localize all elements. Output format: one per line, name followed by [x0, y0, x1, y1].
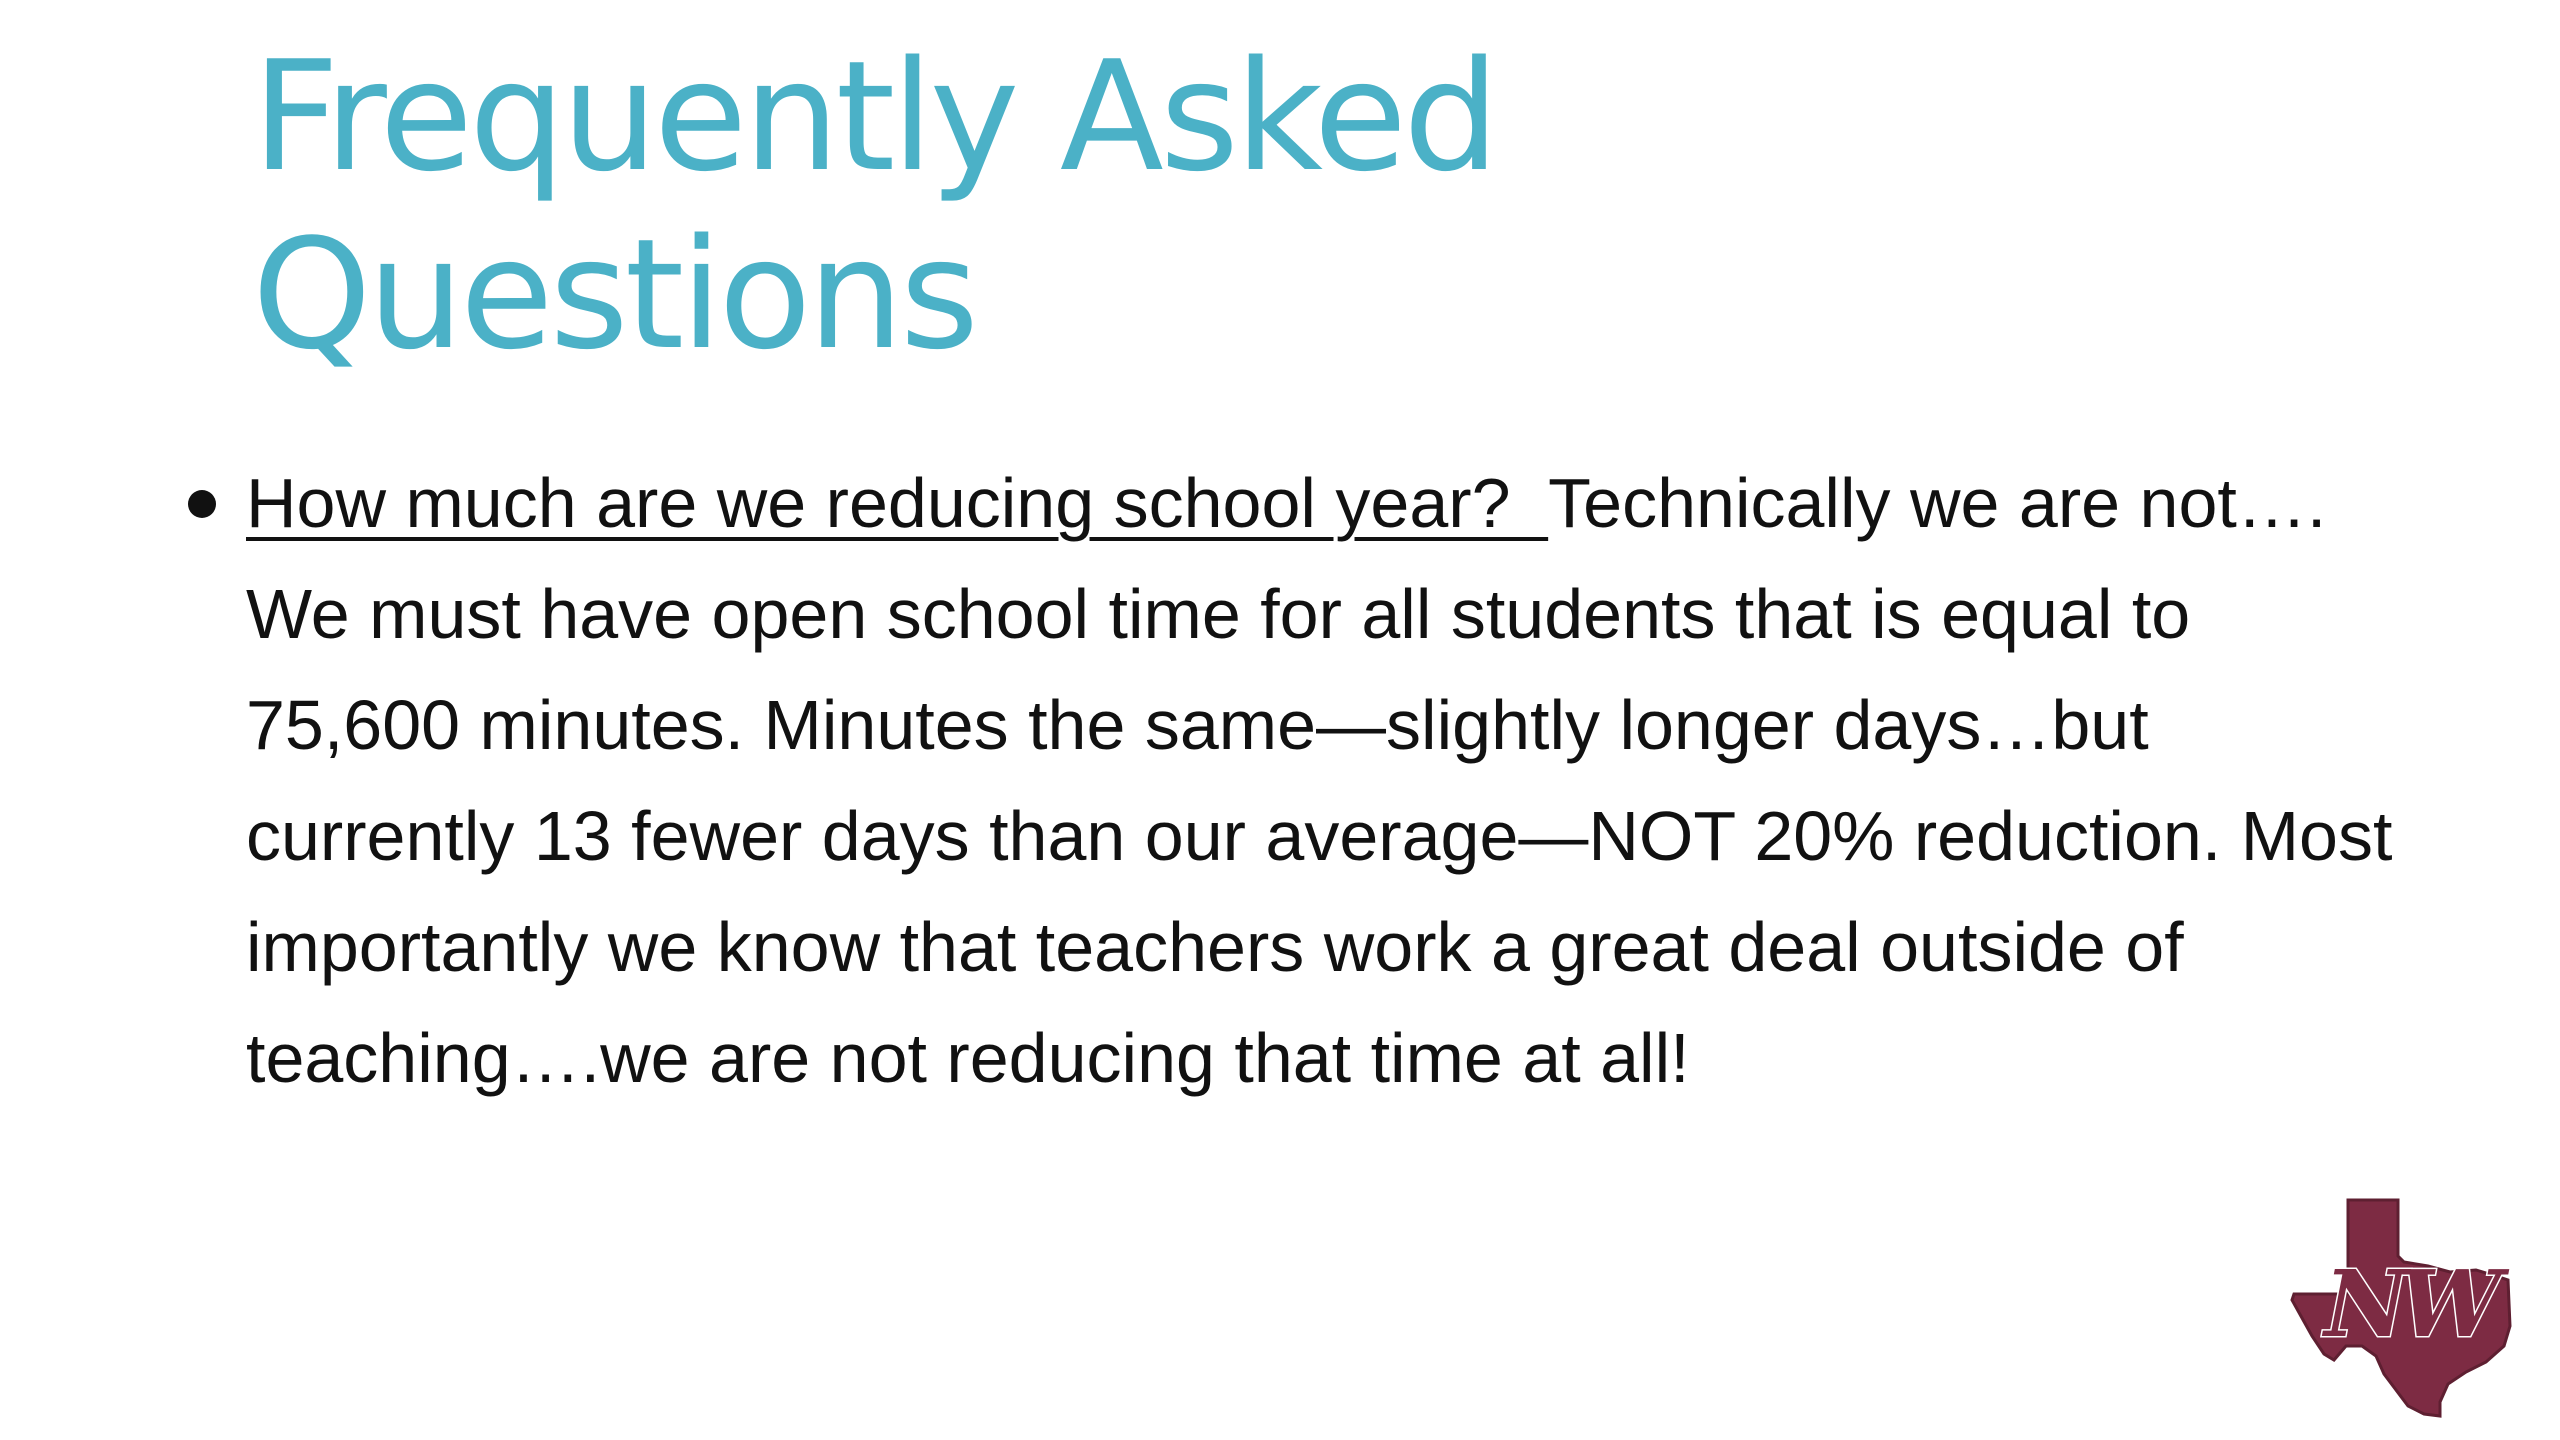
bullet-item — [180, 448, 2420, 1114]
faq-question: How much are we reducing school year? — [246, 464, 1549, 542]
slide-title — [252, 28, 2152, 384]
bullet-list — [180, 448, 2420, 1114]
faq-answer: Technically we are not…. We must have open school time for all students that is equal to 75,600 minutes. Minutes the same—slightly longer days…but currently 13 fewer days than our average—NOT 20% reduction. Most importantly we know that teachers work a great deal outside of teaching….we are not reducing that time at all! — [246, 464, 2393, 1097]
texas-state-logo-icon — [2290, 1196, 2520, 1418]
logo-letters: NW — [2324, 1250, 2492, 1358]
slide-title-line1: Frequently Asked — [252, 28, 1496, 205]
slide-title-line2: Questions — [252, 206, 976, 383]
bullet-dot-icon — [188, 490, 216, 518]
